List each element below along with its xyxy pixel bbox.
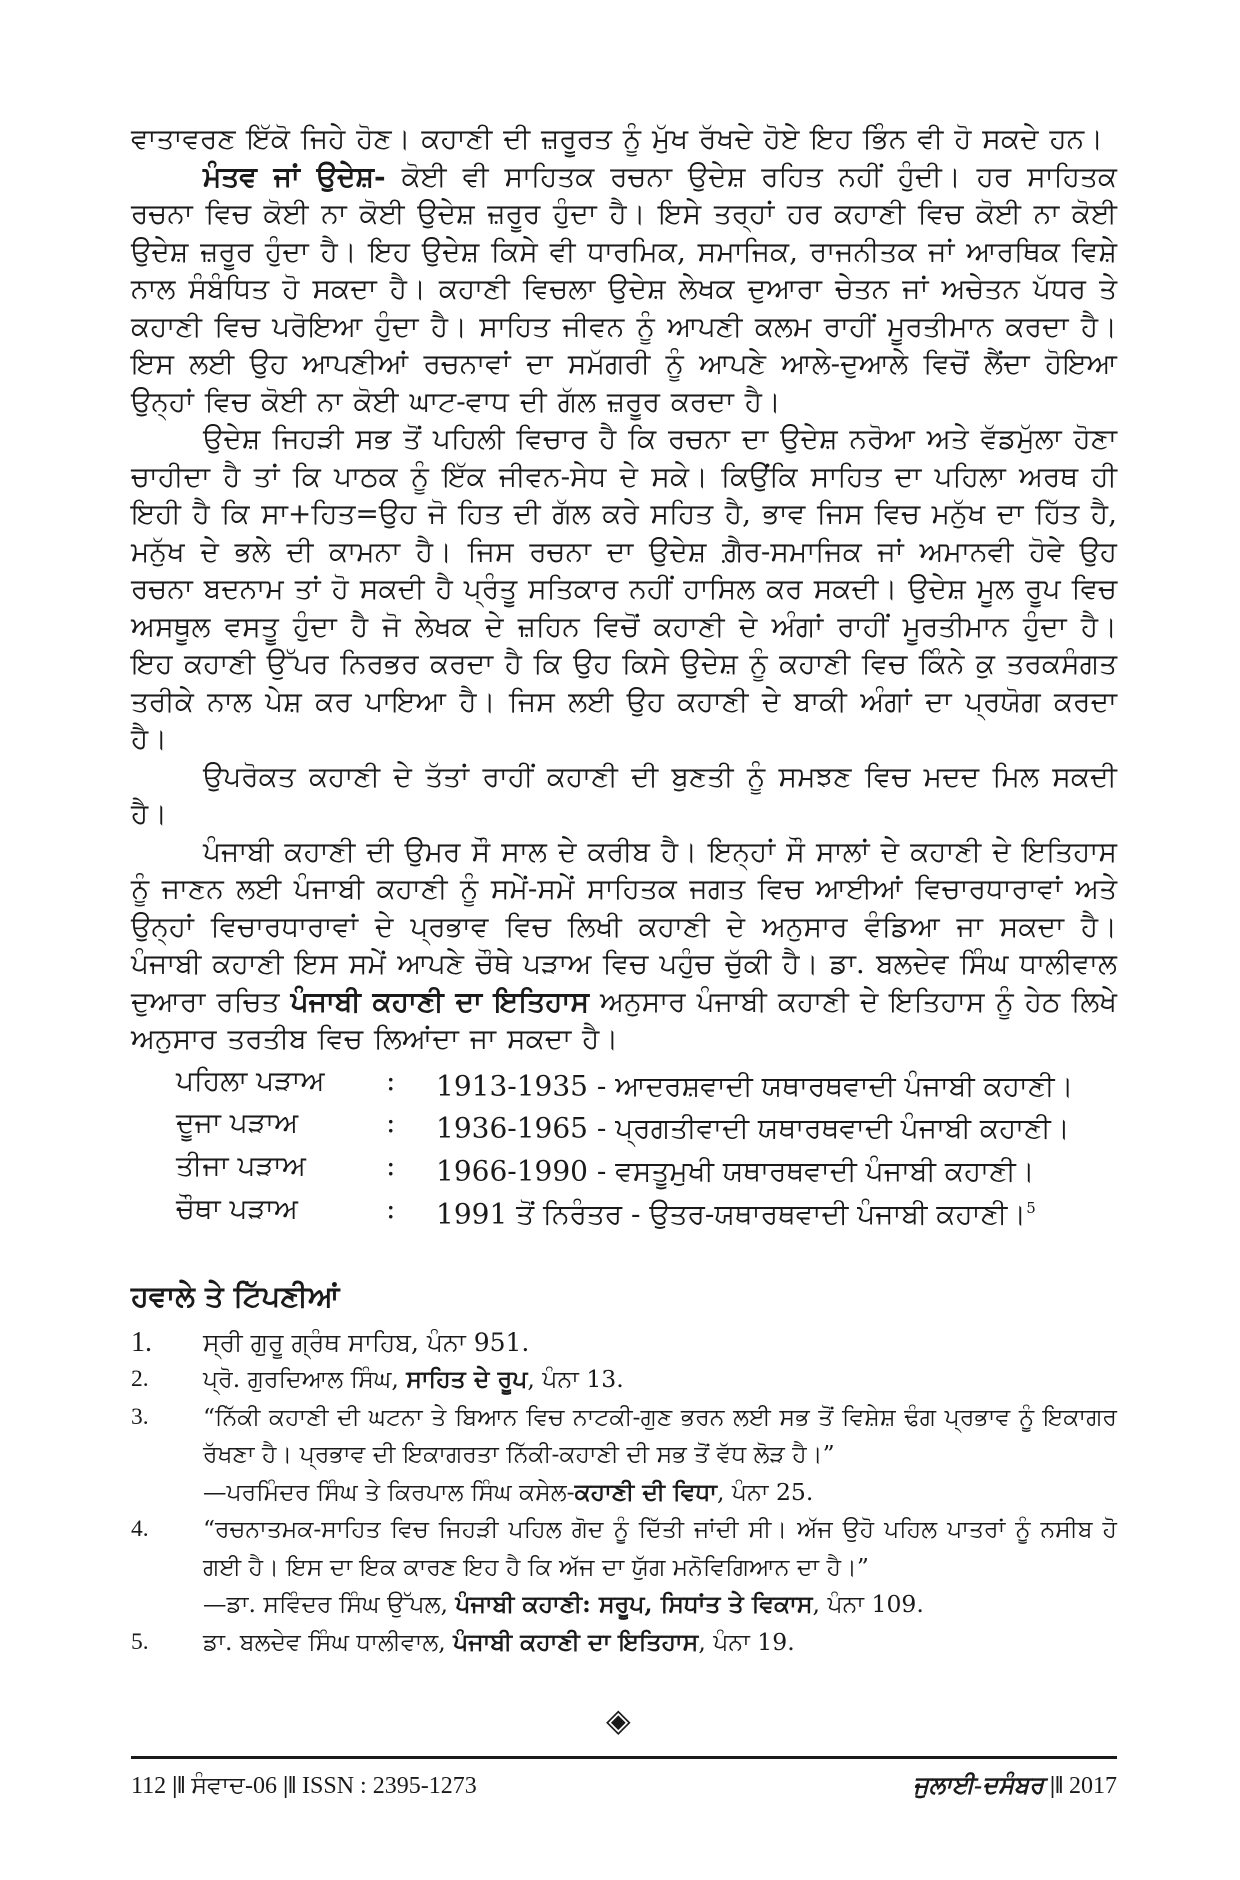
paragraph-1: ਵਾਤਾਵਰਣ ਇੱਕੋ ਜਿਹੇ ਹੋਣ। ਕਹਾਣੀ ਦੀ ਜ਼ਰੂਰਤ ਨੂੰ ਮੁੱਖ ਰੱਖਦੇ ਹੋਏ ਇਹ ਭਿੰਨ ਵੀ ਹੋ ਸਕਦੇ ਹਨ। [131, 122, 1104, 155]
reference-number: 5. [131, 1628, 149, 1655]
phase-description: 1991 ਤੋਂ ਨਿਰੰਤਰ - ਉਤਰ-ਯਥਾਰਥਵਾਦੀ ਪੰਜਾਬੀ ਕਹਾਣੀ।$^5$ [436, 1197, 1036, 1231]
phase-separator: : [386, 1106, 396, 1140]
phase-description: 1936-1965 - ਪ੍ਰਗਤੀਵਾਦੀ ਯਥਾਰਥਵਾਦੀ ਪੰਜਾਬੀ ਕਹਾਣੀ। [436, 1111, 1070, 1145]
paragraph-5-text-b: ਅਨੁਸਾਰ ਪੰਜਾਬੀ ਕਹਾਣੀ ਦੇ ਇਤਿਹਾਸ ਨੂੰ ਹੇਠ ਲਿਖੇ ਅਨੁਸਾਰ ਤਰਤੀਬ ਵਿਚ ਲਿਆਂਦਾ ਜਾ ਸਕਦਾ ਹੈ। [131, 984, 1117, 1055]
paragraph-5 [131, 833, 1117, 1058]
reference-item [131, 1399, 1117, 1512]
paragraph-3: ਉਦੇਸ਼ ਜਿਹੜੀ ਸਭ ਤੋਂ ਪਹਿਲੀ ਵਿਚਾਰ ਹੈ ਕਿ ਰਚਨਾ ਦਾ ਉਦੇਸ਼ ਨਰੋਆ ਅਤੇ ਵੱਡਮੁੱਲਾ ਹੋਣਾ ਚਾਹੀਦਾ ਹੈ ਤਾਂ ਕਿ ਪਾਠਕ ਨੂੰ ਇੱਕ ਜੀਵਨ-ਸੇਧ ਦੇ ਸਕੇ। ਕਿਉਂਕਿ ਸਾਹਿਤ ਦਾ ਪਹਿਲਾ ਅਰਥ ਹੀ ਇਹੀ ਹੈ ਕਿ ਸਾ+ਹਿਤ=ਉਹ ਜੋ ਹਿਤ ਦੀ ਗੱਲ ਕਰੇ ਸਹਿਤ ਹੈ, ਭਾਵ ਜਿਸ ਵਿਚ ਮਨੁੱਖ ਦਾ ਹਿੱਤ ਹੈ, ਮਨੁੱਖ ਦੇ ਭਲੇ ਦੀ ਕਾਮਨਾ ਹੈ। ਜਿਸ ਰਚਨਾ ਦਾ ਉਦੇਸ਼ ਗ਼ੈਰ-ਸਮਾਜਿਕ ਜਾਂ ਅਮਾਨਵੀ ਹੋਵੇ ਉਹ ਰਚਨਾ ਬਦਨਾਮ ਤਾਂ ਹੋ ਸਕਦੀ ਹੈ ਪ੍ਰੰਤੂ ਸਤਿਕਾਰ ਨਹੀਂ ਹਾਸਿਲ ਕਰ ਸਕਦੀ। ਉਦੇਸ਼ ਮੂਲ ਰੂਪ ਵਿਚ ਅਸਥੂਲ ਵਸਤੂ ਹੁੰਦਾ ਹੈ ਜੋ ਲੇਖਕ ਦੇ ਜ਼ਹਿਨ ਵਿਚੋਂ ਕਹਾਣੀ ਦੇ ਅੰਗਾਂ ਰਾਹੀਂ ਮੂਰਤੀਮਾਨ ਹੁੰਦਾ ਹੈ। ਇਹ ਕਹਾਣੀ ਉੱਪਰ ਨਿਰਭਰ ਕਰਦਾ ਹੈ ਕਿ ਉਹ ਕਿਸੇ ਉਦੇਸ਼ ਨੂੰ ਕਹਾਣੀ ਵਿਚ ਕਿੰਨੇ ਕੁ ਤਰਕਸੰਗਤ ਤਰੀਕੇ ਨਾਲ ਪੇਸ਼ ਕਰ ਪਾਇਆ ਹੈ। ਜਿਸ ਲਈ ਉਹ ਕਹਾਣੀ ਦੇ ਬਾਕੀ ਅੰਗਾਂ ਦਾ ਪ੍ਰਯੋਗ ਕਰਦਾ ਹੈ। [131, 422, 1118, 755]
reference-item [131, 1324, 1117, 1362]
page-footer [131, 1770, 1117, 1801]
phase-stage: ਤੀਜਾ ਪੜਾਅ [176, 1149, 306, 1183]
reference-number: 2. [131, 1366, 149, 1393]
phase-table [176, 1062, 1073, 1233]
reference-text: “ਨਿੱਕੀ ਕਹਾਣੀ ਦੀ ਘਟਨਾ ਤੇ ਬਿਆਨ ਵਿਚ ਨਾਟਕੀ-ਗੁਣ ਭਰਨ ਲਈ ਸਭ ਤੋਂ ਵਿਸ਼ੇਸ਼ ਢੰਗ ਪ੍ਰਭਾਵ ਨੂੰ ਇਕਾਗਰ ਰੱਖਣਾ ਹੈ। ਪ੍ਰਭਾਵ ਦੀ ਇਕਾਗਰਤਾ ਨਿੱਕੀ-ਕਹਾਣੀ ਦੀ ਸਭ ਤੋਂ ਵੱਧ ਲੋੜ ਹੈ।” —ਪਰਮਿੰਦਰ ਸਿੰਘ ਤੇ ਕਿਰਪਾਲ ਸਿੰਘ ਕਸੇਲ-ਕਹਾਣੀ ਦੀ ਵਿਧਾ, ਪੰਨਾ 25. [203, 1402, 1117, 1506]
journal-name: ਸੰਵਾਦ-06 [191, 1773, 277, 1799]
issue-months: ਜੁਲਾਈ-ਦਸੰਬਰ [913, 1773, 1044, 1799]
footer-left [131, 1770, 477, 1801]
phase-row [176, 1147, 1073, 1190]
phase-separator: : [386, 1191, 396, 1225]
phase-separator: : [386, 1149, 396, 1183]
reference-text: ਸ੍ਰੀ ਗੁਰੂ ਗ੍ਰੰਥ ਸਾਹਿਬ, ਪੰਨਾ 951. [203, 1327, 530, 1357]
reference-text: “ਰਚਨਾਤਮਕ-ਸਾਹਿਤ ਵਿਚ ਜਿਹੜੀ ਪਹਿਲ ਗੋਦ ਨੂੰ ਦਿੱਤੀ ਜਾਂਦੀ ਸੀ। ਅੱਜ ਉਹੋ ਪਹਿਲ ਪਾਤਰਾਂ ਨੂੰ ਨਸੀਬ ਹੋ ਗਈ ਹੈ। ਇਸ ਦਾ ਇਕ ਕਾਰਣ ਇਹ ਹੈ ਕਿ ਅੱਜ ਦਾ ਯੁੱਗ ਮਨੋਵਿਗਿਆਨ ਦਾ ਹੈ।” —ਡਾ. ਸਵਿੰਦਰ ਸਿੰਘ ਉੱਪਲ, ਪੰਜਾਬੀ ਕਹਾਣੀ: ਸਰੂਪ, ਸਿਧਾਂਤ ਤੇ ਵਿਕਾਸ, ਪੰਨਾ 109. [203, 1515, 1117, 1619]
phase-row [176, 1190, 1073, 1233]
issn: ISSN : 2395-1273 [302, 1773, 477, 1799]
footnote-marker: 5 [1026, 1198, 1036, 1217]
phase-stage: ਪਹਿਲਾ ਪੜਾਅ [176, 1063, 325, 1097]
reference-item [131, 1624, 1117, 1662]
phase-description: 1966-1990 - ਵਸਤੂਮੁਖੀ ਯਥਾਰਥਵਾਦੀ ਪੰਜਾਬੀ ਕਹਾਣੀ। [436, 1154, 1035, 1188]
reference-text: ਡਾ. ਬਲਦੇਵ ਸਿੰਘ ਧਾਲੀਵਾਲ, ਪੰਜਾਬੀ ਕਹਾਣੀ ਦਾ ਇਤਿਹਾਸ, ਪੰਨਾ 19. [203, 1627, 795, 1656]
phase-row [176, 1104, 1073, 1147]
reference-quote: “ਰਚਨਾਤਮਕ-ਸਾਹਿਤ ਵਿਚ ਜਿਹੜੀ ਪਹਿਲ ਗੋਦ ਨੂੰ ਦਿੱਤੀ ਜਾਂਦੀ ਸੀ। ਅੱਜ ਉਹੋ ਪਹਿਲ ਪਾਤਰਾਂ ਨੂੰ ਨਸੀਬ ਹੋ ਗਈ ਹੈ। ਇਸ ਦਾ ਇਕ ਕਾਰਣ ਇਹ ਹੈ ਕਿ ਅੱਜ ਦਾ ਯੁੱਗ ਮਨੋਵਿਗਿਆਨ ਦਾ ਹੈ।” [203, 1515, 1117, 1581]
phase-stage: ਦੂਜਾ ਪੜਾਅ [176, 1106, 299, 1140]
page-body [131, 120, 1117, 1661]
diamond-ornament-icon: ◈ [606, 1701, 631, 1739]
book-title: ਪੰਜਾਬੀ ਕਹਾਣੀ ਦਾ ਇਤਿਹਾਸ [290, 984, 589, 1018]
footer-divider [131, 1756, 1117, 1759]
footer-separator: |‖ [1049, 1773, 1063, 1799]
reference-quote: “ਨਿੱਕੀ ਕਹਾਣੀ ਦੀ ਘਟਨਾ ਤੇ ਬਿਆਨ ਵਿਚ ਨਾਟਕੀ-ਗੁਣ ਭਰਨ ਲਈ ਸਭ ਤੋਂ ਵਿਸ਼ੇਸ਼ ਢੰਗ ਪ੍ਰਭਾਵ ਨੂੰ ਇਕਾਗਰ ਰੱਖਣਾ ਹੈ। ਪ੍ਰਭਾਵ ਦੀ ਇਕਾਗਰਤਾ ਨਿੱਕੀ-ਕਹਾਣੀ ਦੀ ਸਭ ਤੋਂ ਵੱਧ ਲੋੜ ਹੈ।” [203, 1402, 1117, 1469]
paragraph-2-text: ਕੋਈ ਵੀ ਸਾਹਿਤਕ ਰਚਨਾ ਉਦੇਸ਼ ਰਹਿਤ ਨਹੀਂ ਹੁੰਦੀ। ਹਰ ਸਾਹਿਤਕ ਰਚਨਾ ਵਿਚ ਕੋਈ ਨਾ ਕੋਈ ਉਦੇਸ਼ ਜ਼ਰੂਰ ਹੁੰਦਾ ਹੈ। ਇਸੇ ਤਰ੍ਹਾਂ ਹਰ ਕਹਾਣੀ ਵਿਚ ਕੋਈ ਨਾ ਕੋਈ ਉਦੇਸ਼ ਜ਼ਰੂਰ ਹੁੰਦਾ ਹੈ। ਇਹ ਉਦੇਸ਼ ਕਿਸੇ ਵੀ ਧਾਰਮਿਕ, ਸਮਾਜਿਕ, ਰਾਜਨੀਤਕ ਜਾਂ ਆਰਥਿਕ ਵਿਸ਼ੇ ਨਾਲ ਸੰਬੰਧਿਤ ਹੋ ਸਕਦਾ ਹੈ। ਕਹਾਣੀ ਵਿਚਲਾ ਉਦੇਸ਼ ਲੇਖਕ ਦੁਆਰਾ ਚੇਤਨ ਜਾਂ ਅਚੇਤਨ ਪੱਧਰ ਤੇ ਕਹਾਣੀ ਵਿਚ ਪਰੋਇਆ ਹੁੰਦਾ ਹੈ। ਸਾਹਿਤ ਜੀਵਨ ਨੂੰ ਆਪਣੀ ਕਲਮ ਰਾਹੀਂ ਮੂਰਤੀਮਾਨ ਕਰਦਾ ਹੈ। ਇਸ ਲਈ ਉਹ ਆਪਣੀਆਂ ਰਚਨਾਵਾਂ ਦਾ ਸਮੱਗਰੀ ਨੂੰ ਆਪਣੇ ਆਲੇ-ਦੁਆਲੇ ਵਿਚੋਂ ਲੈਂਦਾ ਹੋਇਆ ਉਨ੍ਹਾਂ ਵਿਚ ਕੋਈ ਨਾ ਕੋਈ ਘਾਟ-ਵਾਧ ਦੀ ਗੱਲ ਜ਼ਰੂਰ ਕਰਦਾ ਹੈ। [131, 159, 1117, 418]
phase-stage: ਚੌਥਾ ਪੜਾਅ [176, 1191, 298, 1225]
issue-year: 2017 [1069, 1773, 1117, 1799]
reference-number: 4. [131, 1516, 149, 1543]
footer-separator: |‖ [172, 1773, 186, 1799]
section-heading-purpose: ਮੰਤਵ ਜਾਂ ਉਦੇਸ਼- [203, 159, 386, 193]
references-heading: ਹਵਾਲੇ ਤੇ ਟਿੱਪਣੀਆਂ [131, 1278, 340, 1313]
reference-item [131, 1361, 1117, 1399]
phase-description: 1913-1935 - ਆਦਰਸ਼ਵਾਦੀ ਯਥਾਰਥਵਾਦੀ ਪੰਜਾਬੀ ਕਹਾਣੀ। [436, 1068, 1074, 1102]
paragraph-4: ਉਪਰੋਕਤ ਕਹਾਣੀ ਦੇ ਤੱਤਾਂ ਰਾਹੀਂ ਕਹਾਣੀ ਦੀ ਬੁਣਤੀ ਨੂੰ ਸਮਝਣ ਵਿਚ ਮਦਦ ਮਿਲ ਸਕਦੀ ਹੈ। [131, 759, 1117, 830]
reference-text: ਪ੍ਰੋ. ਗੁਰਦਿਆਲ ਸਿੰਘ, ਸਾਹਿਤ ਦੇ ਰੂਪ, ਪੰਨਾ 13. [203, 1365, 624, 1394]
phase-separator: : [386, 1063, 396, 1097]
reference-item [131, 1511, 1117, 1624]
paragraph-5-text-a: ਪੰਜਾਬੀ ਕਹਾਣੀ ਦੀ ਉਮਰ ਸੌ ਸਾਲ ਦੇ ਕਰੀਬ ਹੈ। ਇਨ੍ਹਾਂ ਸੌ ਸਾਲਾਂ ਦੇ ਕਹਾਣੀ ਦੇ ਇਤਿਹਾਸ ਨੂੰ ਜਾਣਨ ਲਈ ਪੰਜਾਬੀ ਕਹਾਣੀ ਨੂੰ ਸਮੇਂ-ਸਮੇਂ ਸਾਹਿਤਕ ਜਗਤ ਵਿਚ ਆਈਆਂ ਵਿਚਾਰਧਾਰਾਵਾਂ ਅਤੇ ਉਨ੍ਹਾਂ ਵਿਚਾਰਧਾਰਾਵਾਂ ਦੇ ਪ੍ਰਭਾਵ ਵਿਚ ਲਿਖੀ ਕਹਾਣੀ ਦੇ ਅਨੁਸਾਰ ਵੰਡਿਆ ਜਾ ਸਕਦਾ ਹੈ। ਪੰਜਾਬੀ ਕਹਾਣੀ ਇਸ ਸਮੇਂ ਆਪਣੇ ਚੌਥੇ ਪੜਾਅ ਵਿਚ ਪਹੁੰਚ ਚੁੱਕੀ ਹੈ। ਡਾ. ਬਲਦੇਵ ਸਿੰਘ ਧਾਲੀਵਾਲ ਦੁਆਰਾ ਰਚਿਤ [131, 834, 1117, 1018]
footer-separator: |‖ [282, 1773, 297, 1799]
reference-number: 1. [131, 1326, 152, 1358]
reference-number: 3. [131, 1403, 149, 1430]
page-number: 112 [131, 1773, 167, 1799]
paragraph-2 [131, 158, 1117, 421]
phase-row [176, 1062, 1073, 1105]
footer-right [913, 1770, 1117, 1801]
